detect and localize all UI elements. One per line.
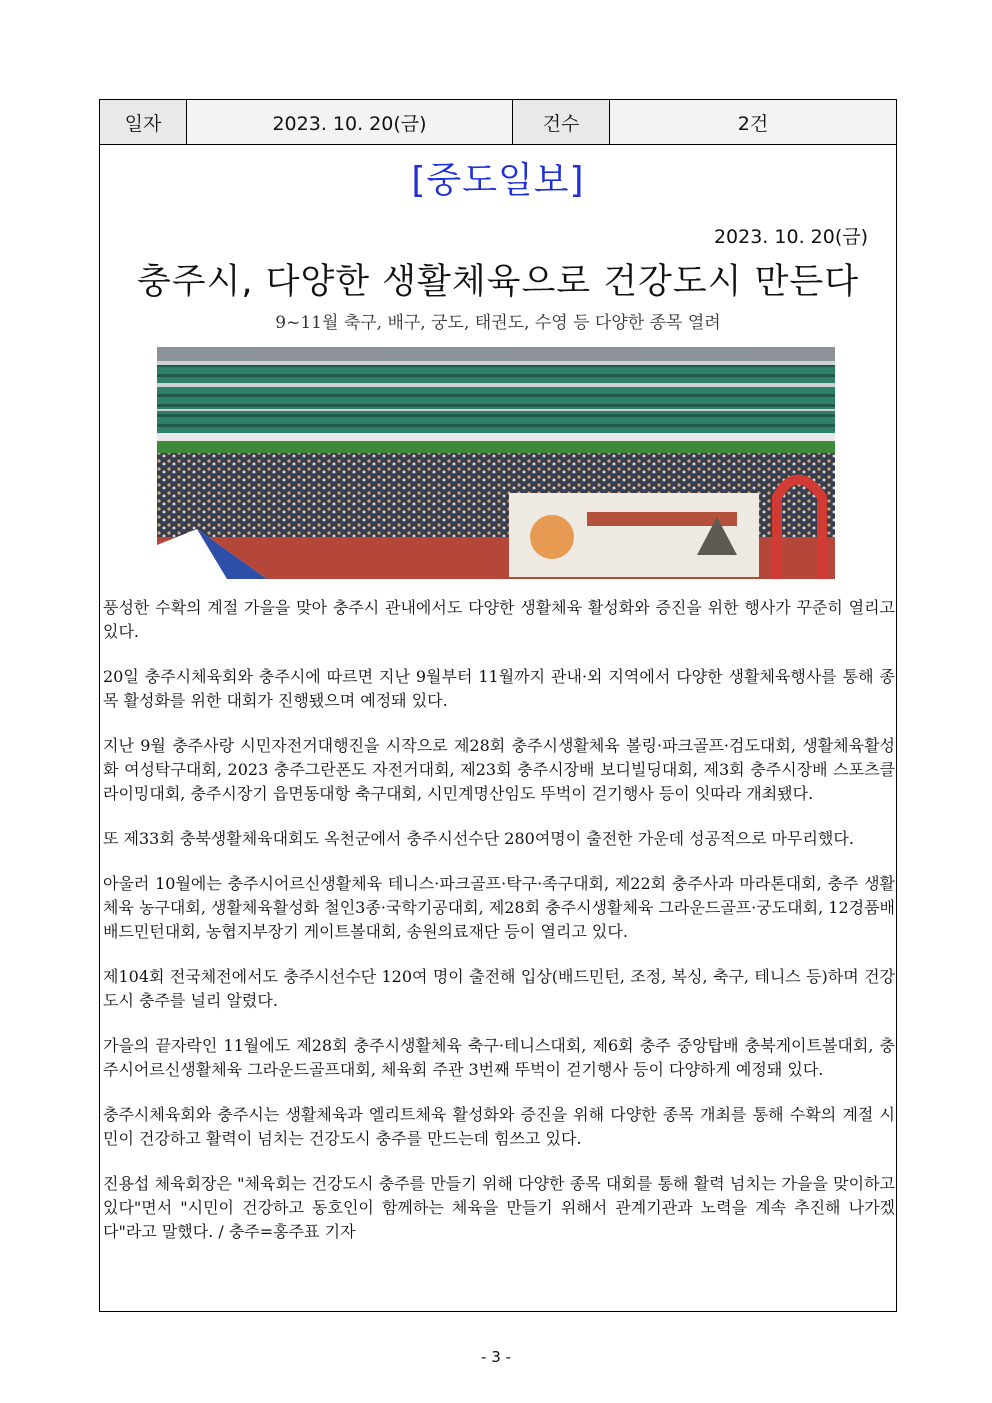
stadium-crowd-image (157, 347, 835, 579)
paragraph: 충주시체육회와 충주시는 생활체육과 엘리트체육 활성화와 증진을 위해 다양한 종목 개최를 통해 수확의 계절 시민이 건강하고 활력이 넘치는 건강도시 충주를 만드는데 힘쓰고 있다. (103, 1105, 895, 1148)
date-label: 일자 (100, 100, 187, 144)
page-number: - 3 - (481, 1348, 511, 1366)
paragraph: 진용섭 체육회장은 "체육회는 건강도시 충주를 만들기 위해 다양한 종목 대회를 통해 활력 넘치는 가을을 맞이하고 있다"면서 "시민이 건강하고 동호인이 함께하는 체육을 만들기 위해서 관계기관과 노력을 계속 추진해 나가겠다"라고 말했다. / 충주=홍주표 기자 (103, 1174, 895, 1241)
clipping-frame (99, 99, 897, 1312)
paragraph: 지난 9월 충주사랑 시민자전거대행진을 시작으로 제28회 충주시생활체육 볼링·파크골프·검도대회, 생활체육활성화 여성탁구대회, 2023 충주그란폰도 자전거대회, 제23회 충주시장배 보디빌딩대회, 제3회 충주시장배 스포츠클라이밍대회, 충주시장기 읍면동대항 축구대회, 시민계명산임도 뚜벅이 걷기행사 등이 잇따라 개최됐다. (103, 736, 895, 803)
article-headline: 충주시, 다양한 생활체육으로 건강도시 만든다 (136, 262, 860, 302)
info-header-row (100, 100, 896, 145)
paragraph: 풍성한 수확의 계절 가을을 맞아 충주시 관내에서도 다양한 생활체육 활성화와 증진을 위한 행사가 꾸준히 열리고 있다. (103, 598, 895, 641)
article-body (103, 596, 895, 1265)
count-label: 건수 (513, 100, 610, 144)
article-subheadline: 9~11월 축구, 배구, 궁도, 태권도, 수영 등 다양한 종목 열려 (275, 313, 721, 333)
paragraph: 가을의 끝자락인 11월에도 제28회 충주시생활체육 축구·테니스대회, 제6회 충주 중앙탑배 충북게이트볼대회, 충주시어르신생활체육 그라운드골프대회, 체육회 주관 3번째 뚜벅이 걷기행사 등이 다양하게 예정돼 있다. (103, 1036, 895, 1079)
paragraph: 제104회 전국체전에서도 충주시선수단 120여 명이 출전해 입상(배드민턴, 조정, 복싱, 축구, 테니스 등)하며 건강도시 충주를 널리 알렸다. (103, 967, 895, 1010)
count-value: 2건 (610, 100, 896, 144)
paragraph: 아울러 10월에는 충주시어르신생활체육 테니스·파크골프·탁구·족구대회, 제22회 충주사과 마라톤대회, 충주 생활체육 농구대회, 생활체육활성화 철인3종·국학기공대회, 제28회 충주시생활체육 그라운드골프·궁도대회, 12경품배 배드민턴대회, 농협지부장기 게이트볼대회, 송원의료재단 등이 열리고 있다. (103, 874, 895, 941)
article-photo (157, 347, 835, 579)
newspaper-name: [중도일보] (411, 160, 585, 201)
date-value: 2023. 10. 20(금) (187, 100, 513, 144)
article-date: 2023. 10. 20(금) (713, 226, 868, 248)
paragraph: 또 제33회 충북생활체육대회도 옥천군에서 충주시선수단 280여명이 출전한 가운데 성공적으로 마무리했다. (103, 829, 854, 848)
paragraph: 20일 충주시체육회와 충주시에 따르면 지난 9월부터 11월까지 관내·외 지역에서 다양한 생활체육행사를 통해 종목 활성화를 위한 대회가 진행됐으며 예정돼 있다. (103, 667, 895, 710)
